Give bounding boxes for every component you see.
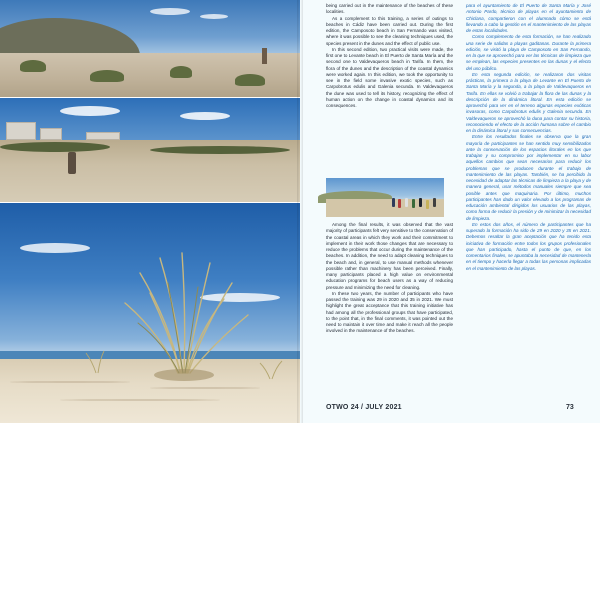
paragraph: In these two years, the number of participants who have passed the training was 29 in 2020 and 35 in 2021. We must highlight the great acceptance that this training initiative has had among all the professional groups that have participated, to the point that, in the final comments, it was pointed out the need to maintain it over time and make it reach all the people involved in the maintenance of the beaches.	[326, 290, 453, 334]
right-page	[300, 0, 600, 423]
paragraph: para el ayuntamiento de El Puerto de Santa María y José Antonio Pardo, técnico de playas en el ayuntamiento de Chiclana, compartieron con el alumnado cómo se está llevando a cabo la gestión en el mantenimiento de las playas de estas localidades.	[466, 3, 591, 33]
beach-boardwalk-photo-middle	[0, 98, 300, 202]
page-number-left: 72	[22, 607, 30, 614]
dune-grass-photo-bottom	[0, 203, 300, 614]
paragraph: In this second edition, two practical visits were made, the first one to Levante beach in El Puerto de Santa María and the second one to Valdevaqueros beach in Tarifa. In them, the flora of the dunes and the description of the coastal dynamics were worked again. In this edition, we took the opportunity to see in the field some invasive exotic species, such as Carpobrotus edulis and Galenia secunda. In Valdevaqueros the dune was used to tell its history, recognizing the effect of human action on the change in coastal dynamics and its consequences.	[326, 46, 453, 108]
marram-grass-tuft	[0, 203, 300, 423]
paragraph: En esta segunda edición, se realizaron dos visitas prácticas, la primera a la playa de Levante en El Puerto de Santa María y la segunda, a la playa de Valdevaqueros en Tarifa. En ellas se volvió a trabajar la flora de las dunas y la descripción de la dinámica litoral. En esta edición se aprovechó para ver en el terreno algunas especies exóticas invasoras, como Carpobrotus edulis y Galenia secunda. En Valdevaqueros se aprovechó la duna para contar su historia, reconociendo el efecto de la acción humana sobre el cambio en la dinámica litoral y sus consecuencias.	[466, 71, 591, 133]
participants-field-visit-photo	[326, 178, 444, 217]
page-number-right: 73	[566, 404, 574, 411]
footer-right: OTWO 24 / JULY 2021	[326, 404, 402, 411]
paragraph: As a complement to this training, a series of outings to beaches in Cádiz have been carried out. During the first edition, the Camposoto beach in San Fernando was visited, where it was possible to see the cleaning techniques used, the species present in the dunes and the effect of public use.	[326, 15, 453, 46]
paragraph: being carried out in the maintenance of the beaches of these localities.	[326, 3, 453, 15]
beach-dune-photo-top	[0, 0, 300, 97]
english-column-bottom	[326, 222, 453, 335]
english-column-top	[326, 3, 453, 109]
page-gutter	[297, 0, 303, 423]
paragraph: En estos dos años, el número de participantes que ha superado la formación ha sido de 29 en 2020 y 35 en 2021. Debemos resaltar la gran aceptación que ha tenido esta iniciativa de formación entre todos los grupos profesionales que han participado, hasta el punto de que, en los comentarios finales, se apuntaba la necesidad de mantenerla en el tiempo y hacerla llegar a todas las personas implicadas en el mantenimiento de las playas.	[466, 221, 591, 271]
spanish-column	[466, 3, 591, 272]
paragraph: Como complemento de esta formación, se han realizado una serie de salidas a playas gaditanas. Durante la primera edición, se visitó la playa de Camposoto en San Fernando, en la que se aprovechó para ver las técnicas de limpieza que se emplean, las especies presentes en las dunas y el efecto del uso público.	[466, 34, 591, 71]
paragraph: Among the final results, it was observed that the vast majority of participants felt very sensitive to the conservation of the coastal areas in which they work and their commitment to implement in their work those changes that are necessary to reduce the problems that occur during the maintenance of the beaches. In addition, the need to adapt cleaning techniques to the beach and, in general, to use manual methods whenever possible rather than machinery has been perceived. Finally, many participants placed a high value on environmental education programs for beach users as a way of reducing pressure and minimizing the need for cleaning.	[326, 222, 453, 290]
paragraph: Entre los resultados finales se observa que la gran mayoría de participantes se han sentido muy sensibilizados ante la conservación de los espacios litorales en los que trabajan y su compromiso por implementar en su labor aquellos cambios que sean necesarios para reducir los problemas que se producen durante el trabajo de mantenimiento de las playas. También, se ha percibido la necesidad de adaptar las técnicas de limpieza a la playa y de manera general, usar métodos manuales siempre que sea posible antes que maquinaria. Por último, muchos participantes han dado un valor elevado a los programas de educación ambiental dirigidos los usuarios de las playas, como forma de reducir la presión y de minimizar la necesidad de limpieza.	[466, 134, 591, 221]
footer-left: OTWO 24 / JULY 2021	[200, 607, 276, 614]
